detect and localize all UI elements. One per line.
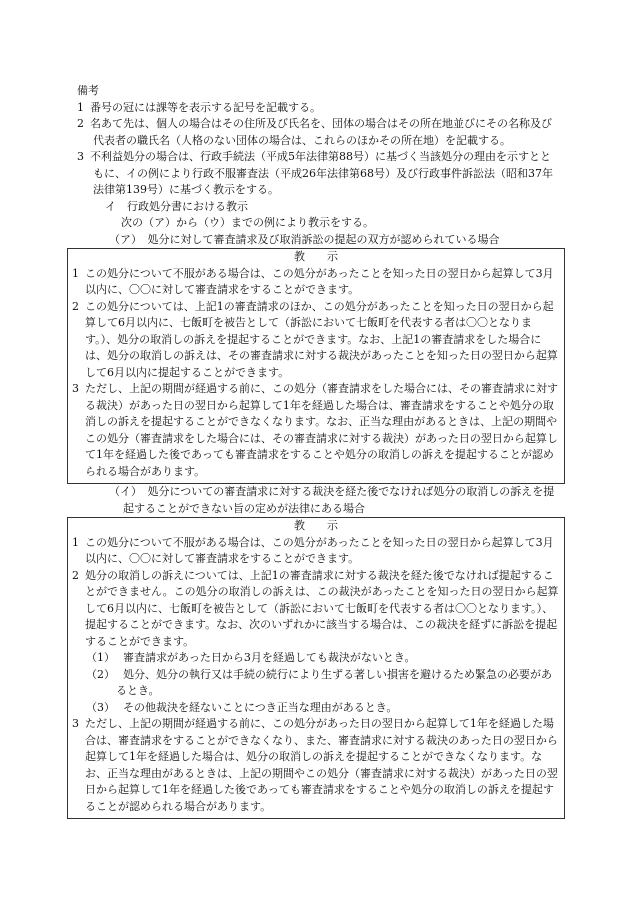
box-title: 教 示 <box>294 519 338 532</box>
instruction-box-b <box>67 517 565 819</box>
box-item <box>72 535 560 568</box>
remarks-heading: 備考 <box>77 84 99 97</box>
box-title: 教 示 <box>294 250 338 263</box>
subsection-i-note: 次の（ア）から（ウ）までの例により教示をする。 <box>121 216 374 229</box>
box-item <box>72 716 560 815</box>
subsection-label: イ <box>105 199 116 213</box>
box-item <box>72 299 560 382</box>
box-item-text: ただし、上記の期間が経過する前に、この処分（審査請求をした場合には、その審査請求に対する裁決）があった日の翌日から起算して1年を経過した場合は、審査請求をすることや処分の取消しの訴えを提起することができなくなります。なお、正当な理由があるときは、上記の期間やこの処分（審査請求をした場合には、その審査請求に対する裁決）があった日の翌日から起算して1年を経過した後であっても審査請求をすることや処分の取消しの訴えを提起することが認められる場合があります。 <box>85 382 558 478</box>
box-subitem-text: 審査請求があった日から3月を経過しても裁決がないとき。 <box>123 651 416 664</box>
instruction-box-a <box>67 248 565 484</box>
box-subitem-text: 処分、処分の執行又は手続の続行により生ずる著しい損害を避けるため緊急の必要があるとき。 <box>116 667 552 697</box>
box-item-text: この処分については、上記1の審査請求のほか、この処分があったことを知った日の翌日から起算して6月以内に、七飯町を被告として（訴訟において七飯町を代表する者は〇〇となります。）、処分の取消しの訴えを提起することができます。なお、上記1の審査請求をした場合には、処分の取消しの訴えは、その審査請求に対する裁決があったことを知った日の翌日から起算して6月以内に提起することができます。 <box>85 299 558 379</box>
box-item <box>72 266 560 299</box>
box-subitem <box>72 700 560 717</box>
box-subitem-number: （1） <box>86 651 115 664</box>
box-item-text: この処分について不服がある場合は、この処分があったことを知った日の翌日から起算して3月以内に、〇〇に対して審査請求をすることができます。 <box>85 535 554 565</box>
case-b-heading <box>77 484 557 517</box>
box-subitem-text: その他裁決を経ないことにつき正当な理由があるとき。 <box>123 700 398 714</box>
remark-text: 番号の冠には課等を表示する記号を記載する。 <box>90 100 321 114</box>
remark-number: 1 <box>77 100 84 114</box>
case-label: （ア） <box>109 232 137 246</box>
box-item-number: 2 <box>72 299 79 313</box>
box-item-number: 1 <box>72 266 79 280</box>
box-subitem-number: （3） <box>86 700 115 714</box>
remark-text: 不利益処分の場合は、行政手続法（平成5年法律第88号）に基づく当該処分の理由を示すとともに、イの例により行政不服審査法（平成26年法律第68号）及び行政事件訴訟法（昭和37年法律第139号）に基づく教示をする。 <box>90 150 553 196</box>
box-subitem-number: （2） <box>86 667 115 681</box>
remark-3 <box>77 149 557 199</box>
case-title: 処分に対して審査請求及び取消訴訟の提起の双方が認められている場合 <box>147 232 500 246</box>
remark-number: 3 <box>77 150 84 163</box>
subsection-i-heading <box>77 199 557 216</box>
box-item-text: この処分について不服がある場合は、この処分があったことを知った日の翌日から起算して3月以内に、〇〇に対して審査請求をすることができます。 <box>85 266 554 296</box>
subsection-title: 行政処分書における教示 <box>127 199 248 213</box>
box-item-number: 1 <box>72 535 79 549</box>
remark-2 <box>77 116 557 149</box>
box-item <box>72 381 560 480</box>
box-item-text: 処分の取消しの訴えについては、上記1の審査請求に対する裁決を経た後でなければ提起することができません。この処分の取消しの訴えは、この裁決があったことを知った日の翌日から起算して6月以内に、七飯町を被告として（訴訟において七飯町を代表する者は〇〇となります。）、提起することができます。なお、次のいずれかに該当する場合は、この裁決を経ずに訴訟を提起することができます。 <box>85 568 559 648</box>
box-item-text: ただし、上記の期間が経過する前に、この処分があった日の翌日から起算して1年を経過した場合は、審査請求をすることができなくなり、また、審査請求に対する裁決のあった日の翌日から起算して1年を経過した場合は、処分の取消しの訴えを提起することができなくなります。なお、正当な理由があるときは、上記の期間やこの処分（審査請求に対する裁決）があった日の翌日から起算して1年を経過した後であっても審査請求をすることや処分の取消しの訴えを提起することが認められる場合があります。 <box>85 717 558 813</box>
case-label: （イ） <box>109 485 137 498</box>
box-item-number: 2 <box>72 568 79 582</box>
case-a-heading <box>77 232 557 249</box>
case-title: 処分についての審査請求に対する裁決を経た後でなければ処分の取消しの訴えを提起することができない旨の定めが法律にある場合 <box>123 485 555 515</box>
box-item-number: 3 <box>72 382 79 395</box>
box-subitem <box>72 667 560 700</box>
remark-text: 名あて先は、個人の場合はその住所及び氏名を、団体の場合はその所在地並びにその名称及び代表者の職氏名（人格のない団体の場合は、これらのほかその所在地）を記載する。 <box>90 117 552 147</box>
remark-number: 2 <box>77 117 84 130</box>
box-item-number: 3 <box>72 717 79 730</box>
box-item <box>72 568 560 651</box>
remark-1 <box>77 100 557 117</box>
document-body <box>72 83 559 819</box>
box-subitem <box>72 650 560 667</box>
